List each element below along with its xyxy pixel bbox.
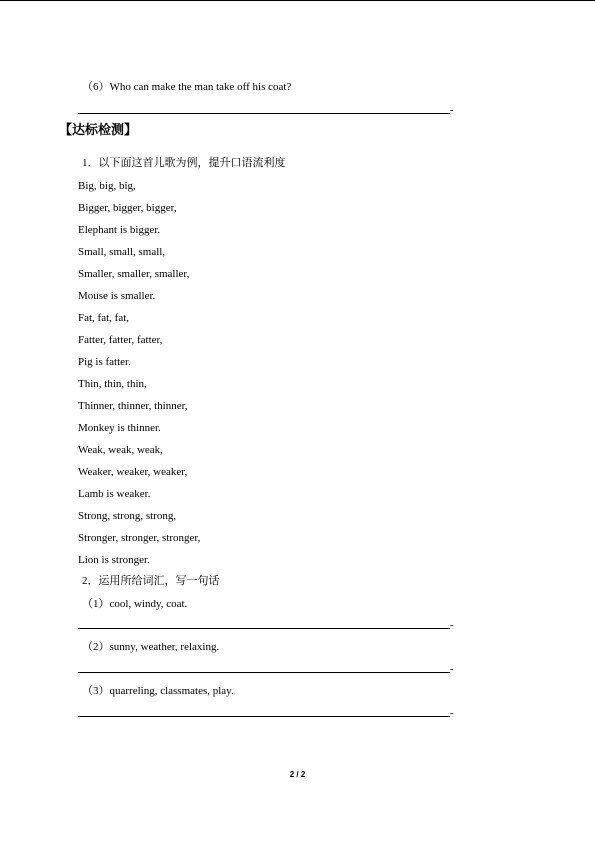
poem-line: Thinner, thinner, thinner, [78, 400, 188, 412]
answer-dash-3: - [450, 707, 454, 719]
poem-line: Stronger, stronger, stronger, [78, 532, 201, 544]
poem-line: Fatter, fatter, fatter, [78, 334, 163, 346]
poem-line: Fat, fat, fat, [78, 312, 130, 324]
answer-dash-6: - [450, 104, 454, 116]
poem-line: Mouse is smaller. [78, 290, 156, 302]
poem-line: Strong, strong, strong, [78, 510, 177, 522]
top-rule [0, 0, 595, 1]
poem-line: Smaller, smaller, smaller, [78, 268, 190, 280]
poem-line: Weak, weak, weak, [78, 444, 163, 456]
poem-line: Weaker, weaker, weaker, [78, 466, 188, 478]
task2-item-1: （1）cool, windy, coat. [82, 598, 188, 610]
section-title: 【达标检测】 [59, 123, 138, 138]
poem-line: Pig is fatter. [78, 356, 131, 368]
page-number: 2 / 2 [289, 770, 306, 779]
poem-line: Lion is stronger. [78, 554, 150, 566]
answer-line-2[interactable] [78, 672, 450, 673]
question-6: （6）Who can make the man take off his coat? [82, 81, 292, 93]
poem-line: Big, big, big, [78, 180, 136, 192]
answer-line-3[interactable] [78, 716, 450, 717]
poem-line: Thin, thin, thin, [78, 378, 147, 390]
poem-line: Bigger, bigger, bigger, [78, 202, 177, 214]
task2-title: 2．运用所给词汇，写一句话 [82, 575, 220, 587]
task2-item-2: （2）sunny, weather, relaxing. [82, 641, 220, 653]
poem-line: Monkey is thinner. [78, 422, 161, 434]
answer-line-1[interactable] [78, 628, 450, 629]
poem-line: Lamb is weaker. [78, 488, 151, 500]
task1-title: 1．以下面这首儿歌为例，提升口语流利度 [82, 157, 286, 169]
poem-line: Small, small, small, [78, 246, 166, 258]
answer-line-6[interactable] [78, 113, 450, 114]
answer-dash-1: - [450, 619, 454, 631]
task2-item-3: （3）quarreling, classmates, play. [82, 685, 234, 697]
poem-line: Elephant is bigger. [78, 224, 161, 236]
answer-dash-2: - [450, 663, 454, 675]
